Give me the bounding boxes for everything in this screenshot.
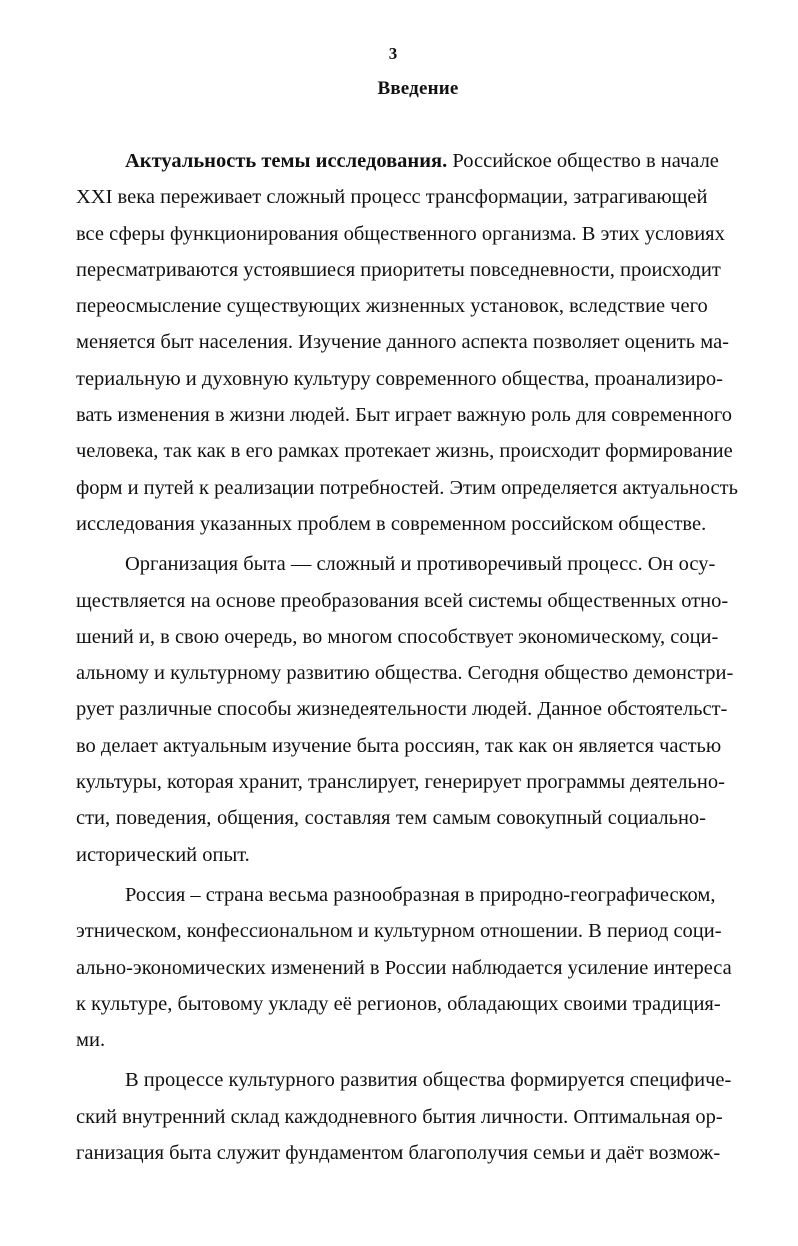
paragraph-line: ганизация быта служит фундаментом благополучия семьи и даёт возмож- — [76, 1142, 721, 1165]
section-title: Введение — [377, 78, 459, 99]
paragraph-line: ально-экономических изменений в России наблюдается усиление интереса — [76, 956, 732, 979]
paragraph-organization — [76, 550, 734, 877]
paragraph-line: ми. — [76, 1029, 106, 1052]
paragraph-line: исторический опыт. — [76, 843, 250, 866]
paragraph-line: альному и культурному развитию общества. Сегодня общество демонстри- — [76, 662, 734, 685]
paragraph-line: Организация быта — сложный и противоречивый процесс. Он осу- — [125, 553, 716, 576]
paragraph-line: все сферы функционирования общественного организма. В этих условиях — [76, 222, 725, 245]
paragraph-line: териальную и духовную культуру современного общества, проанализиро- — [76, 367, 723, 390]
paragraph-line: этническом, конфессиональном и культурном отношении. В период соци- — [76, 920, 722, 943]
paragraph-line: ществляется на основе преобразования всей системы общественных отно- — [76, 589, 729, 612]
paragraph-line: шений и, в свою очередь, во многом способствует экономическому, соци- — [76, 625, 719, 648]
lead-phrase: Актуальность темы исследования. — [125, 150, 448, 172]
paragraph-line: форм и путей к реализации потребностей. Этим определяется актуальность — [76, 476, 738, 499]
paragraph-line: культуры, которая хранит, транслирует, генерирует программы деятельно- — [76, 771, 725, 794]
paragraph-relevance — [76, 147, 738, 546]
paragraph-line: XXI века переживает сложный процесс трансформации, затрагивающей — [76, 186, 708, 209]
paragraph-cultural-development — [76, 1066, 732, 1175]
paragraph-line: сти, поведения, общения, составляя тем самым совокупный социально- — [76, 807, 706, 830]
paragraph-line: переосмысление существующих жизненных установок, вследствие чего — [76, 295, 708, 318]
paragraph-line: рует различные способы жизнедеятельности людей. Данное обстоятельст- — [76, 698, 728, 721]
paragraph-line: меняется быт населения. Изучение данного аспекта позволяет оценить ма- — [76, 331, 729, 354]
page-number: 3 — [388, 44, 398, 63]
paragraph-line: исследования указанных проблем в современном российском обществе. — [76, 512, 707, 535]
paragraph-russia — [76, 881, 732, 1062]
document-body — [76, 147, 738, 1175]
paragraph-line: человека, так как в его рамках протекает жизнь, происходит формирование — [76, 440, 733, 463]
paragraph-line: пересматриваются устоявшиеся приоритеты повседневности, происходит — [76, 258, 721, 281]
paragraph-line: к культуре, бытовому укладу её регионов, обладающих своими традиция- — [76, 992, 721, 1015]
paragraph-line: во делает актуальным изучение быта россиян, так как он является частью — [76, 734, 722, 757]
paragraph-line: Россия – страна весьма разнообразная в природно-географическом, — [125, 883, 716, 906]
paragraph-line: ский внутренний склад каждодневного бытия личности. Оптимальная ор- — [76, 1105, 723, 1128]
paragraph-line: В процессе культурного развития общества формируется специфиче- — [125, 1069, 732, 1092]
paragraph-line: вать изменения в жизни людей. Быт играет важную роль для современного — [76, 404, 732, 427]
paragraph-line: Актуальность темы исследования. Российское общество в начале — [125, 150, 719, 172]
